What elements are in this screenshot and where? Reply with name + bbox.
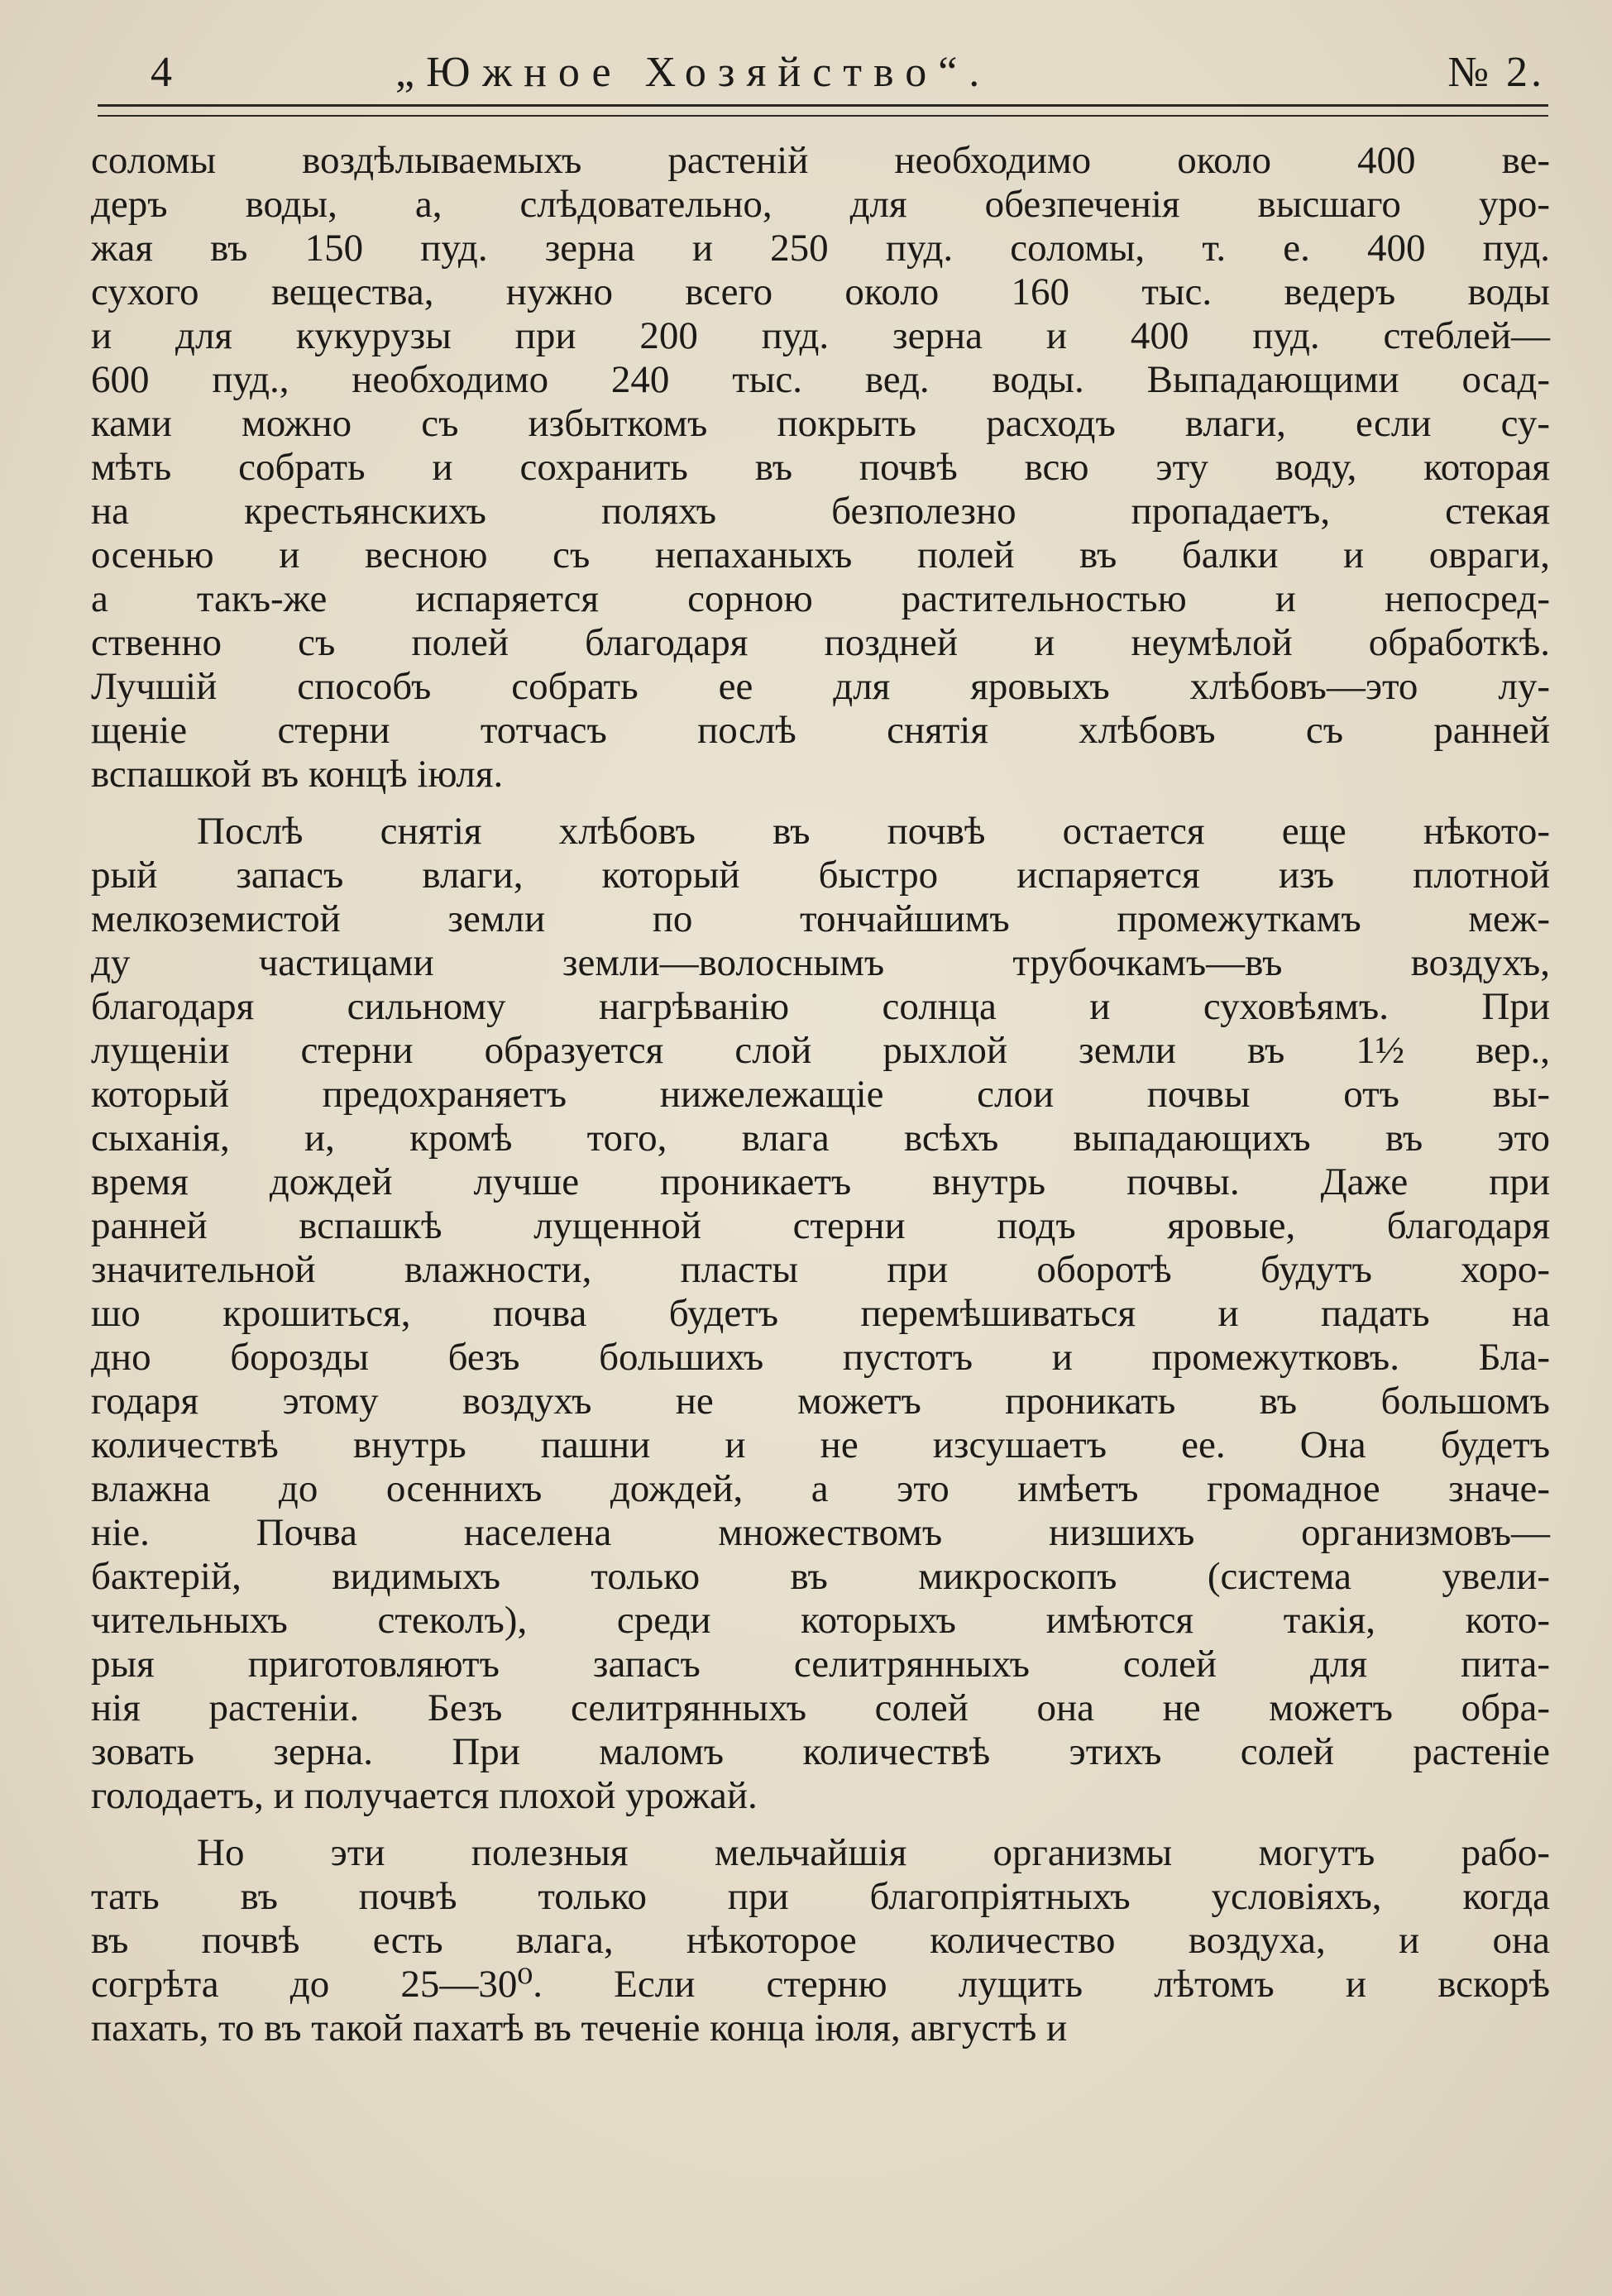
text-line: жая въ 150 пуд. зерна и 250 пуд. соломы, т. е. 400 пуд. bbox=[91, 227, 1550, 270]
text-line: бактерiй, видимыхъ только въ микроскопъ (система увели- bbox=[91, 1555, 1550, 1598]
text-line: рыя приготовляютъ запасъ селитрянныхъ солей для пита- bbox=[91, 1643, 1550, 1686]
paragraph-gap bbox=[91, 796, 1550, 810]
paragraph bbox=[91, 810, 1550, 1818]
text-line: который предохраняетъ нижележащiе слои почвы отъ вы- bbox=[91, 1073, 1550, 1116]
text-line: дно борозды безъ большихъ пустотъ и промежутковъ. Бла- bbox=[91, 1336, 1550, 1379]
text-line: осенью и весною съ непаханыхъ полей въ балки и овраги, bbox=[91, 533, 1550, 576]
text-line: а такъ-же испаряется сорною растительностью и непосред- bbox=[91, 577, 1550, 620]
text-line: сыханiя, и, кромѣ того, влага всѣхъ выпадающихъ въ это bbox=[91, 1117, 1550, 1160]
paragraph bbox=[91, 139, 1550, 796]
text-line: количествѣ внутрь пашни и не изсушаетъ ее. Она будетъ bbox=[91, 1423, 1550, 1466]
text-line: на крестьянскихъ поляхъ безполезно пропадаетъ, стекая bbox=[91, 490, 1550, 533]
text-line: ранней вспашкѣ лущенной стерни подъ яровые, благодаря bbox=[91, 1204, 1550, 1247]
header-rule bbox=[98, 104, 1548, 117]
text-line: нiе. Почва населена множествомъ низшихъ организмовъ— bbox=[91, 1511, 1550, 1554]
text-line: щенiе стерни тотчасъ послѣ снятiя хлѣбовъ съ ранней bbox=[91, 709, 1550, 752]
text-line: 600 пуд., необходимо 240 тыс. вед. воды. Выпадающими осад- bbox=[91, 358, 1550, 401]
page-number: 4 bbox=[151, 49, 172, 96]
text-line: нiя растенiи. Безъ селитрянныхъ солей она не можетъ обра- bbox=[91, 1686, 1550, 1729]
text-line: рый запасъ влаги, который быстро испаряется изъ плотной bbox=[91, 854, 1550, 897]
running-header bbox=[98, 48, 1545, 98]
journal-title: „Южное Хозяйство“. bbox=[395, 49, 992, 96]
text-line: вспашкой въ концѣ iюля. bbox=[91, 753, 504, 796]
text-line: ственно съ полей благодаря поздней и неумѣлой обработкѣ. bbox=[91, 621, 1550, 664]
text-line: ками можно съ избыткомъ покрыть расходъ влаги, если су- bbox=[91, 402, 1550, 445]
text-line: значительной влажности, пласты при оборотѣ будутъ хоро- bbox=[91, 1248, 1550, 1291]
text-line: голодаетъ, и получается плохой урожай. bbox=[91, 1774, 758, 1817]
text-line: въ почвѣ есть влага, нѣкоторое количество воздуха, и она bbox=[91, 1919, 1550, 1962]
article-body bbox=[91, 139, 1550, 2050]
text-line: согрѣта до 25—30⁰. Если стерню лущить лѣтомъ и вскорѣ bbox=[91, 1963, 1550, 2006]
text-line: чительныхъ стеколъ), среди которыхъ имѣются такiя, кото- bbox=[91, 1599, 1550, 1642]
text-line: сухого вещества, нужно всего около 160 тыс. ведеръ воды bbox=[91, 270, 1550, 313]
text-line: тать въ почвѣ только при благопрiятныхъ условiяхъ, когда bbox=[91, 1875, 1550, 1918]
paragraph bbox=[91, 1831, 1550, 2050]
text-line: пахать, то въ такой пахатѣ въ теченiе конца iюля, августѣ и bbox=[91, 2007, 1068, 2050]
text-line: годаря этому воздухъ не можетъ проникать въ большомъ bbox=[91, 1380, 1550, 1423]
paragraph-gap bbox=[91, 1818, 1550, 1831]
text-line: соломы воздѣлываемыхъ растенiй необходимо около 400 ве- bbox=[91, 139, 1550, 182]
text-line: благодаря сильному нагрѣванiю солнца и суховѣямъ. При bbox=[91, 985, 1550, 1028]
text-line: зовать зерна. При маломъ количествѣ этихъ солей растенiе bbox=[91, 1730, 1550, 1773]
text-line: мелкоземистой земли по тончайшимъ промежуткамъ меж- bbox=[91, 897, 1550, 940]
text-line: Послѣ снятiя хлѣбовъ въ почвѣ остается еще нѣкото- bbox=[197, 810, 1550, 853]
text-line: ду частицами земли—волоснымъ трубочкамъ—въ воздухъ, bbox=[91, 941, 1550, 984]
text-line: мѣть собрать и сохранить въ почвѣ всю эту воду, которая bbox=[91, 446, 1550, 489]
text-line: Но эти полезныя мельчайшiя организмы могутъ рабо- bbox=[197, 1831, 1550, 1874]
text-line: деръ воды, а, слѣдовательно, для обезпеченiя высшаго уро- bbox=[91, 183, 1550, 226]
issue-number: № 2. bbox=[1447, 49, 1545, 96]
text-line: влажна до осеннихъ дождей, а это имѣетъ громадное значе- bbox=[91, 1467, 1550, 1510]
text-line: лущенiи стерни образуется слой рыхлой земли въ 1½ вер., bbox=[91, 1029, 1550, 1072]
text-line: время дождей лучше проникаетъ внутрь почвы. Даже при bbox=[91, 1160, 1550, 1203]
text-line: и для кукурузы при 200 пуд. зерна и 400 пуд. стеблей— bbox=[91, 314, 1550, 357]
text-line: шо крошиться, почва будетъ перемѣшиваться и падать на bbox=[91, 1292, 1550, 1335]
text-line: Лучшiй способъ собрать ее для яровыхъ хлѣбовъ—это лу- bbox=[91, 665, 1550, 708]
